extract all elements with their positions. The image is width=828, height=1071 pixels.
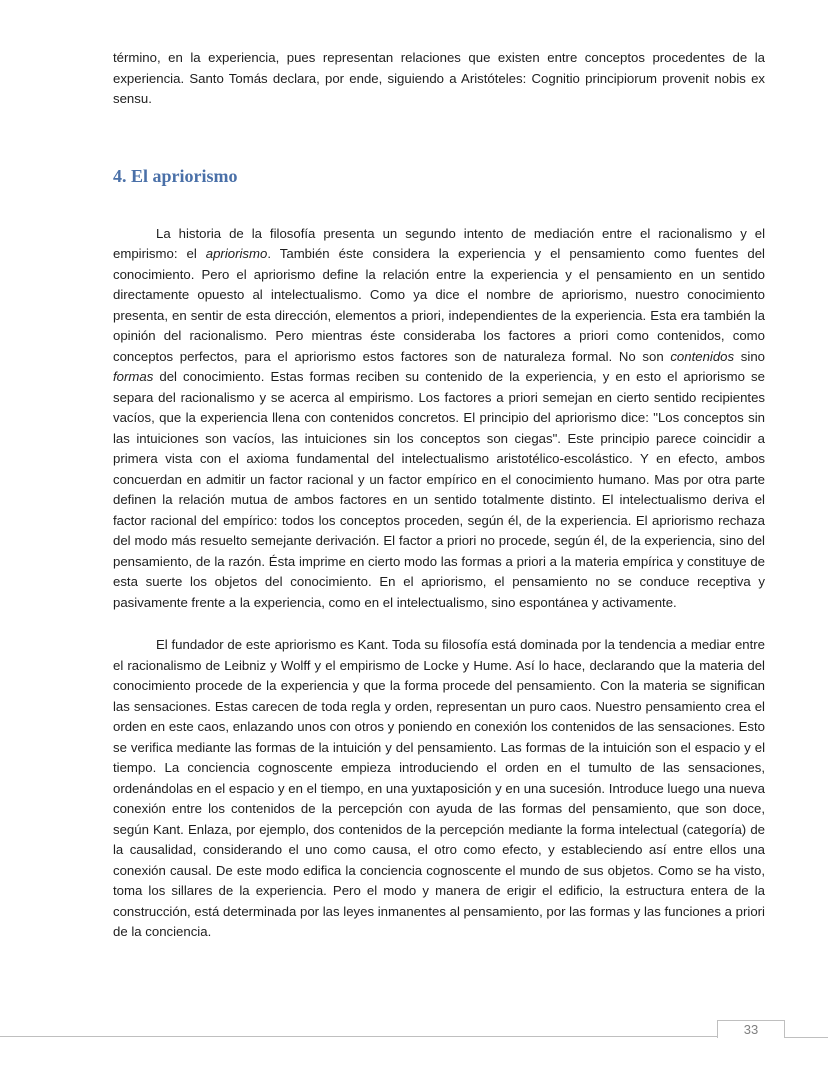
- paragraph-continuation: [113, 48, 765, 110]
- footer-rule-right: [784, 1037, 828, 1038]
- text-segment: sino: [734, 348, 765, 364]
- page-number: 33: [743, 1022, 759, 1037]
- page-number-tab: [717, 1020, 785, 1038]
- italic-text-segment: apriorismo: [205, 246, 268, 261]
- section-heading: 4. El apriorismo: [113, 165, 238, 186]
- paragraph-kant: [113, 635, 765, 943]
- page-content: [113, 48, 765, 965]
- text-segment: El fundador de este apriorismo es Kant. Toda su filosofía está dominada por la tendencia a mediar entre el racionalismo de Leibniz y Wolff y el empirismo de Locke y Hume. Así lo hace, declarando que la materia del conocimiento procede de la experiencia y que la forma procede del pensamiento. Con la materia se significan las sensaciones. Estas carecen de toda regla y orden, representan un puro caos. Nuestro pensamiento crea el orden en este caos, enlazando unos con otros y poniendo en conexión los contenidos de las sensaciones. Esto se verifica mediante las formas de la intuición y del pensamiento. Las formas de la intuición son el espacio y el tiempo. La conciencia cognoscente empieza introduciendo el orden en el tumulto de las sensaciones, ordenándolas en el espacio y en el tiempo, en una yuxtaposición y en una sucesión. Introduce luego una nueva conexión entre los contenidos de la percepción con ayuda de las formas del pensamiento, que son doce, según Kant. Enlaza, por ejemplo, dos contenidos de la percepción mediante la forma intelectual (categoría) de la causalidad, considerando el uno como causa, el otro como efecto, y estableciendo así entre ellos una conexión causal. De este modo edifica la conciencia cognoscente el mundo de sus objetos. Como se ha visto, toma los sillares de la experiencia. Pero el modo y manera de erigir el edificio, la estructura entera de la construcción, está determinada por las leyes inmanentes al pensamiento, por las formas y las funciones a priori de la conciencia.: [113, 637, 765, 939]
- paragraph-apriorismo: [113, 224, 765, 614]
- italic-text-segment: formas: [113, 369, 154, 384]
- italic-text-segment: contenidos: [670, 348, 735, 364]
- text-segment: del conocimiento. Estas formas reciben su contenido de la experiencia, y en esto el apriorismo se separa del racionalismo y se acerca al empirismo. Los factores a priori semejan en cierto sentido recipientes vacíos, que la experiencia llena con contenidos concretos. El principio del apriorismo dice: "Los conceptos sin las intuiciones son vacíos, las intuiciones sin los conceptos son ciegas". Este principio parece coincidir a primera vista con el axioma fundamental del intelectualismo aristotélico-escolástico. Y en efecto, ambos concuerdan en admitir un factor racional y un factor empírico en el conocimiento humano. Mas por otra parte definen la relación mutua de ambos factores en un sentido totalmente distinto. El intelectualismo deriva el factor racional del empírico: todos los conceptos proceden, según él, de la experiencia. El apriorismo rechaza del modo más resuelto semejante derivación. El factor a priori no procede, según él, de la experiencia, sino del pensamiento, de la razón. Ésta imprime en cierto modo las formas a priori a la materia empírica y constituye de esta suerte los objetos del conocimiento. En el apriorismo, el pensamiento no se conduce receptiva y pasivamente frente a la experiencia, como en el intelectualismo, sino espontánea y activamente.: [113, 369, 765, 610]
- text-segment: La historia de la filosofía presenta un segundo intento de mediación entre el racionalismo y el empirismo: el: [113, 225, 765, 261]
- footer-rule-left: [0, 1036, 717, 1037]
- text-segment: término, en la experiencia, pues representan relaciones que existen entre conceptos procedentes de la experiencia. Santo Tomás declara, por ende, siguiendo a Aristóteles: Cognitio principiorum provenit nobis ex sensu.: [113, 50, 765, 106]
- text-segment: . También éste considera la experiencia y el pensamiento como fuentes del conocimiento. Pero el apriorismo define la relación entre la experiencia y el pensamiento en un sentido directamente opuesto al intelectualismo. Como ya dice el nombre de apriorismo, nuestro conocimiento presenta, en sentir de esta dirección, elementos a priori, independientes de la experiencia. Esta era también la opinión del racionalismo. Pero mientras éste consideraba los factores a priori como contenidos, como conceptos perfectos, para el apriorismo estos factores son de naturaleza formal. No son: [113, 246, 765, 364]
